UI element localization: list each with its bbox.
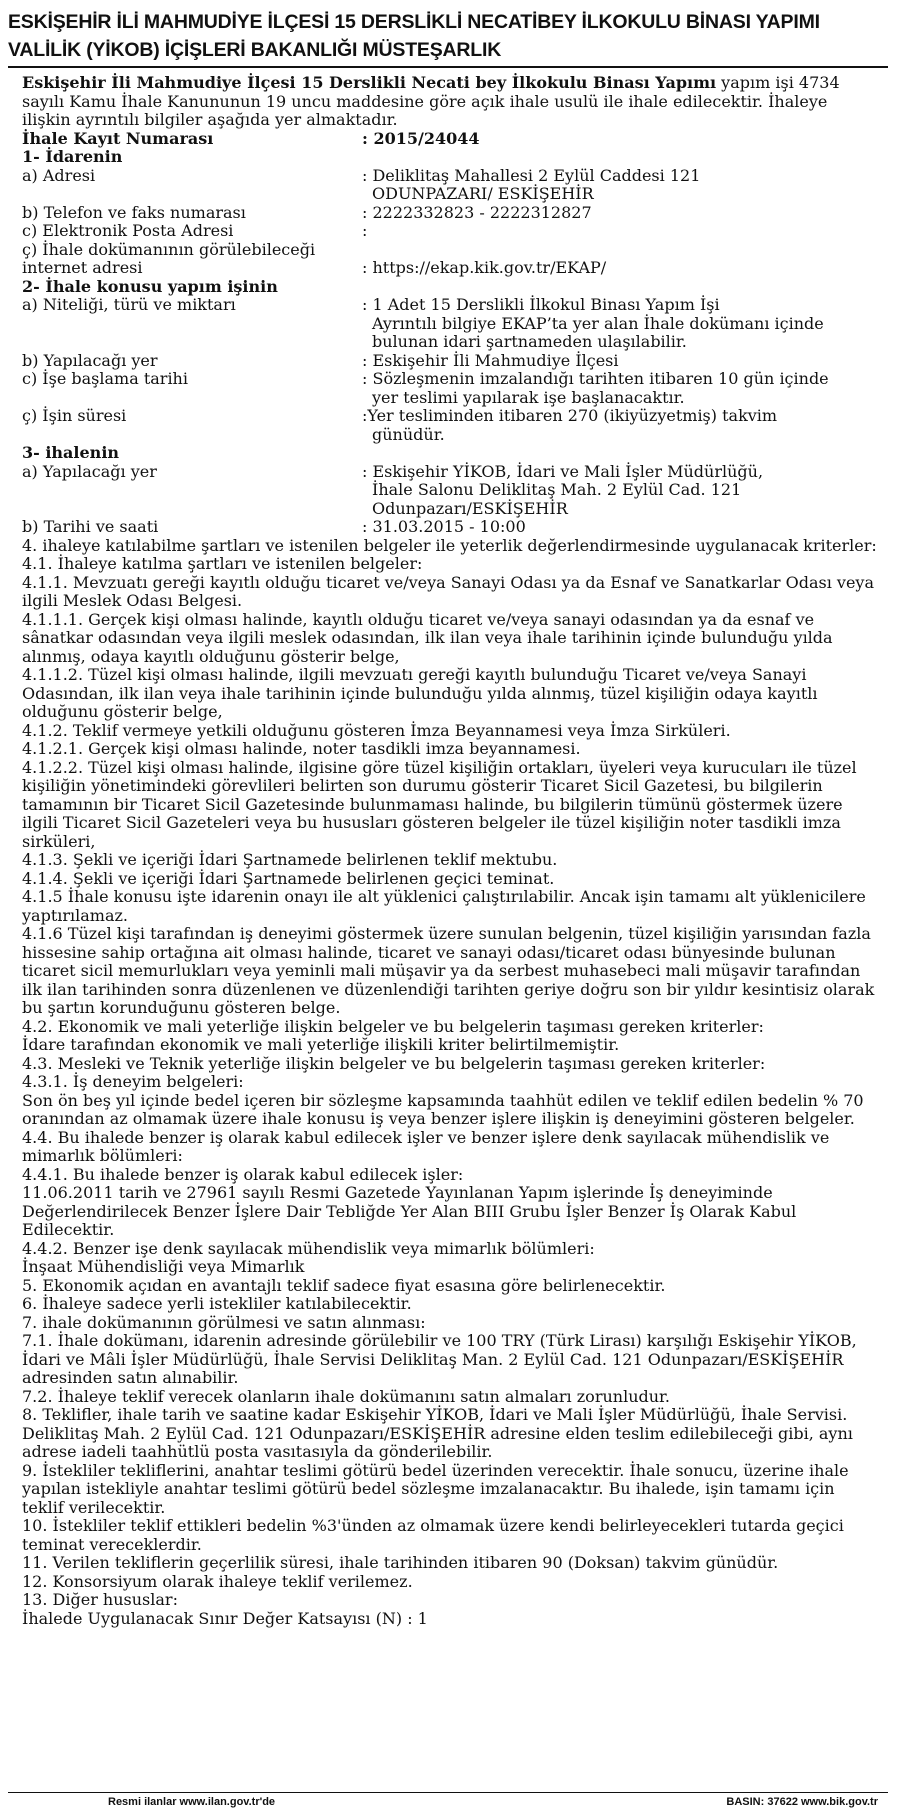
body-paragraph: 4.4.2. Benzer işe denk sayılacak mühendislik veya mimarlık bölümleri: (22, 1238, 595, 1258)
body-paragraph: 4.1.3. Şekli ve içeriği İdari Şartnamede belirlenen teklif mektubu. (22, 850, 558, 869)
body-paragraph: İnşaat Mühendisliği veya Mimarlık (22, 1257, 305, 1276)
section2-title: 2- İhale konusu yapım işinin (22, 276, 278, 296)
footer-right: BASIN: 37622 www.bik.gov.tr (726, 1796, 878, 1808)
ihale-yer-value-3: Odunpazarı/ESKİŞEHİR (372, 498, 568, 518)
web-row (22, 241, 880, 278)
body-paragraph: 4.1.4. Şekli ve içeriği İdari Şartnamede belirlenen geçici teminat. (22, 868, 555, 888)
body-paragraph: 7.1. İhale dokümanı, idarenin adresinde görülebilir ve 100 TRY (Türk Lirası) karşılığı Eskişehir YİKOB, İdari ve Mâli İşler Müdürlüğü, İhale Servisi Deliklitaş Man. 2 Eylül Cad. 121 Odunpazarı/ESKİŞEHİR adresinden satın alınabilir. (22, 1331, 857, 1387)
nitelik-value-2: Ayrıntılı bilgiye EKAP’ta yer alan İhale dokümanı içinde (372, 313, 824, 333)
header-divider (8, 66, 888, 68)
sure-row (22, 407, 880, 444)
ihale-yer-value-1: : Eskişehir YİKOB, İdari ve Mali İşler Müdürlüğü, (362, 461, 764, 481)
nitelik-value-1: : 1 Adet 15 Derslikli İlkokul Binası Yapım İşi (362, 295, 720, 314)
body-paragraph: 6. İhaleye sadece yerli istekliler katılabilecektir. (22, 1294, 412, 1313)
body-paragraph: İdare tarafından ekonomik ve mali yeterliğe ilişkili kriter belirtilmemiştir. (22, 1035, 620, 1054)
header-line-1: ESKİŞEHİR İLİ MAHMUDİYE İLÇESİ 15 DERSLİKLİ NECATİBEY İLKOKULU BİNASI YAPIMI (8, 11, 820, 33)
sure-value-1: :Yer tesliminden itibaren 270 (ikiyüzyetmiş) takvim (362, 406, 778, 425)
body-paragraph: 9. İstekliler tekliflerini, anahtar teslimi götürü bedel üzerinden verecektir. İhale sonucu, üzerine ihale yapılan istekliyle anahtar teslimi götürü bedel sözleşme imzalanacaktır. Bu ihalede, işin tamamı için teklif verilecektir. (22, 1460, 849, 1517)
tarih-row (22, 518, 880, 537)
body-paragraph: 4.1.2. Teklif vermeye yetkili olduğunu gösteren İmza Beyannamesi veya İmza Sirküleri. (22, 720, 731, 740)
nitelik-value-3: bulunan idari şartnameden ulaşılabilir. (372, 332, 687, 351)
web-label-2: internet adresi (22, 258, 143, 277)
body-paragraph: 10. İstekliler teklif ettikleri bedelin %3'ünden az olmamak üzere kendi belirleyecekleri tutarda geçici teminat vereceklerdir. (22, 1516, 844, 1554)
body-paragraph: 11. Verilen tekliflerin geçerlilik süresi, ihale tarihinden itibaren 90 (Doksan) takvim günüdür. (22, 1553, 779, 1572)
section1-title: 1- İdarenin (22, 147, 123, 166)
body-paragraph: 11.06.2011 tarih ve 27961 sayılı Resmi Gazetede Yayınlanan Yapım işlerinde İş deneyiminde Değerlendirilecek Benzer İşlere Dair Tebliğde Yer Alan BIII Grubu İşler Benzer İş Olarak Kabul Edilecektir. (22, 1183, 797, 1239)
kayit-label: İhale Kayıt Numarası (22, 128, 214, 148)
tel-value: : 2222332823 - 2222312827 (362, 202, 592, 222)
adres-value-2: ODUNPAZARI/ ESKİŞEHİR (372, 184, 594, 203)
nitelik-label: a) Niteliği, türü ve miktarı (22, 295, 236, 314)
yer-value: : Eskişehir İli Mahmudiye İlçesi (362, 350, 619, 370)
web-label-1: ç) İhale dokümanının görülebileceği (22, 239, 316, 259)
body-paragraph: 4.4.1. Bu ihalede benzer iş olarak kabul edilecek işler: (22, 1164, 464, 1184)
body-paragraph: 4.1.1. Mevzuatı gereği kayıtlı olduğu ticaret ve/veya Sanayi Odası ya da Esnaf ve Sanatkarlar Odası veya ilgili Meslek Odası Belgesi. (22, 572, 874, 610)
yer-label: b) Yapılacağı yer (22, 350, 158, 370)
ihale-yer-row (22, 463, 880, 519)
email-label: c) Elektronik Posta Adresi (22, 221, 234, 240)
baslama-label: c) İşe başlama tarihi (22, 369, 188, 388)
baslama-value-1: : Sözleşmenin imzalandığı tarihten itibaren 10 gün içinde (362, 369, 829, 388)
ihale-yer-label: a) Yapılacağı yer (22, 461, 157, 481)
body-paragraph: 4. ihaleye katılabilme şartları ve istenilen belgeler ile yeterlik değerlendirmesinde uygulanacak kriterler: (22, 535, 877, 555)
adres-row (22, 167, 880, 204)
body-paragraph: 4.1.2.2. Tüzel kişi olması halinde, ilgisine göre tüzel kişiliğin ortakları, üyeleri veya kurucuları ile tüzel kişiliğin yönetimindeki görevlileri belirten son durumu gösterir Ticaret Sicil Gazetesi, bu bilgilerin tamamının bir Ticaret Sicil Gazetesinde bulunmaması halinde, bu bilgilerin tümünü göstermek üzere ilgili Ticaret Sicil Gazeteleri veya bu hususları gösteren belgeler ile tüzel kişiliğin noter tasdikli imza sirküleri, (22, 757, 857, 851)
body-paragraph: 4.1.1.1. Gerçek kişi olması halinde, kayıtlı olduğu ticaret ve/veya sanayi odasından ya da esnaf ve sânatkar odasından veya ilgili meslek odasından, ilk ilan veya ihale tarihinin içinde bulunduğu yılda alınmış, odaya kayıtlı olduğunu gösterir belge, (22, 609, 833, 666)
baslama-row (22, 370, 880, 407)
sure-label: ç) İşin süresi (22, 406, 127, 425)
tel-label: b) Telefon ve faks numarası (22, 202, 246, 222)
intro-rest: yapım işi 4734 sayılı Kamu İhale Kanununun 19 uncu maddesine göre açık ihale usulü ile ihale edilecektir. İhaleye ilişkin ayrıntılı bilgiler aşağıda yer almaktadır. (22, 73, 840, 129)
kayit-row (22, 130, 880, 149)
tel-row (22, 204, 880, 223)
page-footer (8, 1792, 888, 1813)
web-value: : https://ekap.kik.gov.tr/EKAP/ (362, 258, 607, 277)
tarih-label: b) Tarihi ve saati (22, 517, 159, 536)
intro-bold: Eskişehir İli Mahmudiye İlçesi 15 Derslikli Necati bey İlkokulu Binası Yapımı (22, 73, 717, 92)
header-line-2: VALİLİK (YİKOB) İÇİŞLERİ BAKANLIĞI MÜSTEŞARLIK (8, 39, 502, 61)
body-paragraph: 4.3. Mesleki ve Teknik yeterliğe ilişkin belgeler ve bu belgelerin taşıması gereken kriterler: (22, 1053, 766, 1073)
body-paragraph: 12. Konsorsiyum olarak ihaleye teklif verilemez. (22, 1571, 413, 1591)
adres-value-1: : Deliklitaş Mahallesi 2 Eylül Caddesi 121 (362, 165, 701, 185)
body-paragraph: 4.1. İhaleye katılma şartları ve istenilen belgeler: (22, 554, 423, 573)
body-paragraph: 8. Teklifler, ihale tarih ve saatine kadar Eskişehir YİKOB, İdari ve Mali İşler Müdürlüğü, İhale Servisi. Deliklitaş Mah. 2 Eylül Cad. 121 Odunpazarı/ESKİŞEHİR adresine elden teslim edilebileceği gibi, aynı adrese iadeli taahhütlü posta vasıtasıyla da gönderilebilir. (22, 1405, 853, 1461)
section3-title: 3- ihalenin (22, 443, 120, 462)
tarih-value: : 31.03.2015 - 10:00 (362, 517, 526, 536)
body-paragraph: 4.1.2.1. Gerçek kişi olması halinde, noter tasdikli imza beyannamesi. (22, 739, 581, 758)
body-paragraph: 7.2. İhaleye teklif verecek olanların ihale dokümanını satın almaları zorunludur. (22, 1386, 671, 1406)
body-paragraph: İhalede Uygulanacak Sınır Değer Katsayısı (N) : 1 (22, 1608, 428, 1628)
ihale-yer-value-2: İhale Salonu Deliklitaş Mah. 2 Eylül Cad. 121 (372, 480, 742, 499)
body-paragraph: 13. Diğer hususlar: (22, 1590, 178, 1609)
kayit-value: : 2015/24044 (362, 128, 480, 148)
nitelik-row (22, 296, 880, 352)
body-paragraph: 4.4. Bu ihalede benzer iş olarak kabul edilecek işler ve benzer işlere denk sayılacak mühendislik ve mimarlık bölümleri: (22, 1127, 830, 1165)
body-paragraph: Son ön beş yıl içinde bedel içeren bir sözleşme kapsamında taahhüt edilen ve teklif edilen bedelin % 70 oranından az olmamak üzere ihale konusu iş veya benzer işlere ilişkin iş deneyimini gösteren belgeler. (22, 1090, 864, 1128)
yer-row (22, 352, 880, 371)
body-paragraph: 4.1.5 İhale konusu işte idarenin onayı ile alt yüklenici çalıştırılabilir. Ancak işin tamamı alt yüklenicilere yaptırılamaz. (22, 887, 866, 925)
body-paragraph: 7. ihale dokümanının görülmesi ve satın alınması: (22, 1312, 426, 1332)
body-paragraph: 4.3.1. İş deneyim belgeleri: (22, 1072, 244, 1091)
body-paragraph: 4.1.6 Tüzel kişi tarafından iş deneyimi göstermek üzere sunulan belgenin, tüzel kişiliğin yarısından fazla hissesine sahip ortağına ait olması halinde, ticaret ve sanayi odası/ticaret odası bünyesinde bulunan ticaret sicil memurlukları veya yeminli mali müşavir ya da serbest muhasebeci mali müşavir tarafından ilk ilan tarihinden sonra düzenlenen ve düzenlendiği tarihten geriye doğru son bir yıldır kesintisiz olarak bu şartın korunduğunu gösteren belge. (22, 924, 875, 1017)
notice-header (8, 8, 888, 64)
baslama-value-2: yer teslimi yapılarak işe başlanacaktır. (372, 387, 685, 407)
adres-label: a) Adresi (22, 165, 96, 185)
body-paragraph: 5. Ekonomik açıdan en avantajlı teklif sadece fiyat esasına göre belirlenecektir. (22, 1275, 666, 1295)
notice-body (22, 74, 880, 1628)
sure-value-2: günüdür. (372, 424, 445, 444)
body-paragraph: 4.2. Ekonomik ve mali yeterliğe ilişkin belgeler ve bu belgelerin taşıması gereken kriterler: (22, 1016, 764, 1036)
intro-paragraph (22, 74, 880, 130)
email-value: : (362, 221, 368, 240)
email-row (22, 222, 880, 241)
body-paragraph: 4.1.1.2. Tüzel kişi olması halinde, ilgili mevzuatı gereği kayıtlı bulunduğu Ticaret ve/veya Sanayi Odasından, ilk ilan veya ihale tarihinin içinde bulunduğu yılda alınmış, tüzel kişiliğin odaya kayıtlı olduğunu gösterir belge, (22, 665, 818, 721)
footer-left: Resmi ilanlar www.ilan.gov.tr'de (108, 1796, 276, 1808)
